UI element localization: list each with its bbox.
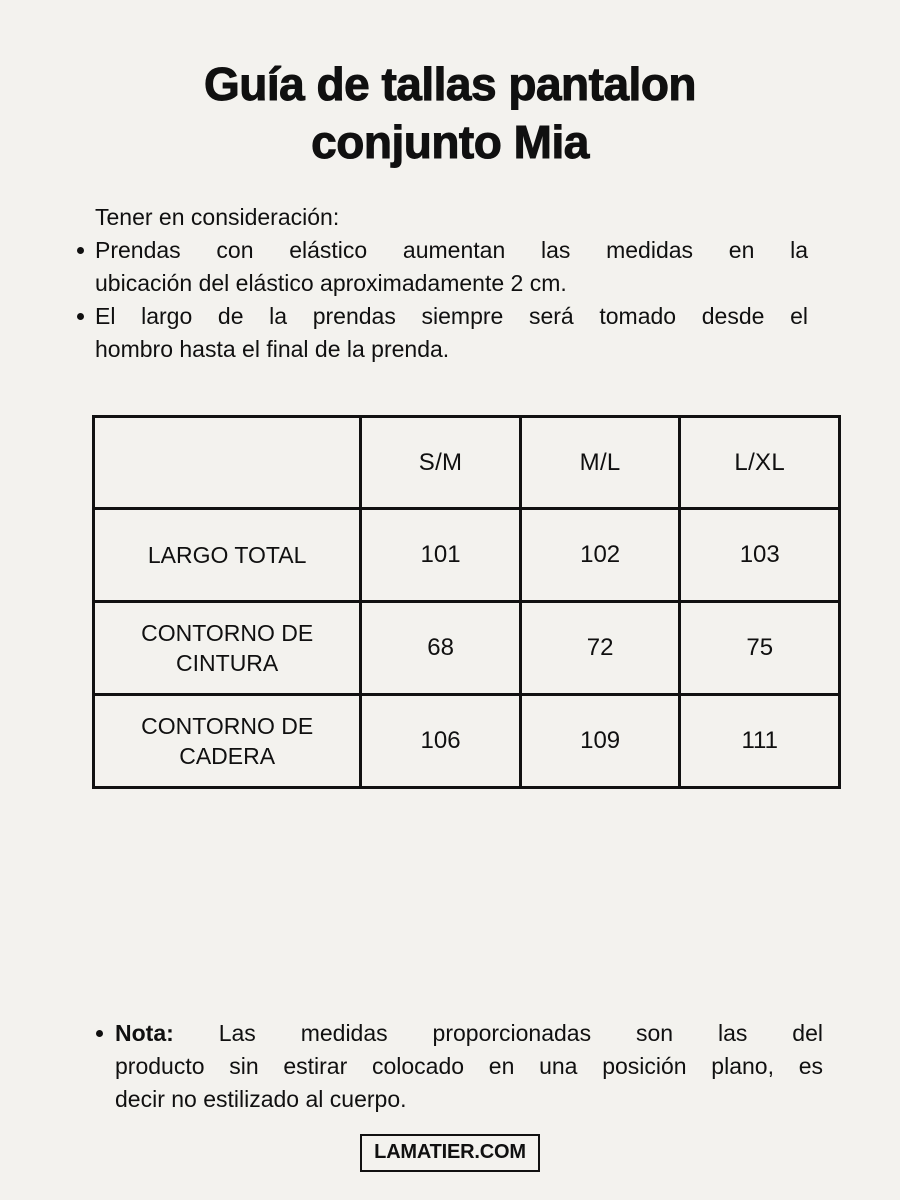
note-line-3: decir no estilizado al cuerpo.	[115, 1086, 407, 1112]
row-label-largo-total: LARGO TOTAL	[94, 509, 361, 602]
brand-box	[360, 1134, 540, 1172]
table-row-contorno-cadera	[94, 695, 840, 788]
page-title-line-2: conjunto Mia	[311, 116, 589, 168]
bullet-icon	[77, 313, 84, 320]
size-table-col-lxl: L/XL	[680, 417, 840, 509]
bullet-2-line-1: El largo de la prendas siempre será tomado desde el	[95, 303, 808, 329]
cell-cadera-lxl: 111	[680, 695, 840, 788]
cell-largo-lxl: 103	[680, 509, 840, 602]
bullet-1-line-1: Prendas con elástico aumentan las medidas en la	[95, 237, 808, 263]
cell-cintura-sm: 68	[361, 602, 521, 695]
bullet-icon	[77, 247, 84, 254]
cell-largo-sm: 101	[361, 509, 521, 602]
note-section	[115, 1017, 823, 1116]
bullet-icon	[96, 1030, 103, 1037]
note-line-2: producto sin estirar colocado en una posición plano, es	[115, 1053, 823, 1079]
row-label-contorno-cadera: CONTORNO DE CADERA	[94, 695, 361, 788]
consideration-bullet-1	[95, 234, 808, 300]
consideration-bullet-2	[95, 300, 808, 366]
cell-largo-ml: 102	[520, 509, 680, 602]
size-table	[92, 415, 841, 789]
size-table-corner-cell	[94, 417, 361, 509]
size-table-col-sm: S/M	[361, 417, 521, 509]
page-title	[0, 55, 900, 171]
bullet-1-line-2: ubicación del elástico aproximadamente 2 cm.	[95, 270, 567, 296]
bullet-2-line-2: hombro hasta el final de la prenda.	[95, 336, 450, 362]
brand-text: LAMATIER.COM	[374, 1141, 526, 1163]
note-line-1-text: Las medidas proporcionadas son las del	[218, 1020, 824, 1046]
page-title-line-1: Guía de tallas pantalon	[203, 58, 697, 110]
cell-cintura-ml: 72	[520, 602, 680, 695]
cell-cadera-ml: 109	[520, 695, 680, 788]
note-label: Nota:	[115, 1020, 174, 1046]
table-row-largo-total	[94, 509, 840, 602]
row-label-contorno-cintura: CONTORNO DE CINTURA	[94, 602, 361, 695]
cell-cintura-lxl: 75	[680, 602, 840, 695]
footer	[0, 1134, 900, 1172]
note-line-1	[115, 1017, 823, 1050]
considerations-section	[95, 201, 808, 366]
size-table-header-row	[94, 417, 840, 509]
cell-cadera-sm: 106	[361, 695, 521, 788]
considerations-intro: Tener en consideración:	[95, 204, 340, 230]
table-row-contorno-cintura	[94, 602, 840, 695]
size-table-col-ml: M/L	[520, 417, 680, 509]
